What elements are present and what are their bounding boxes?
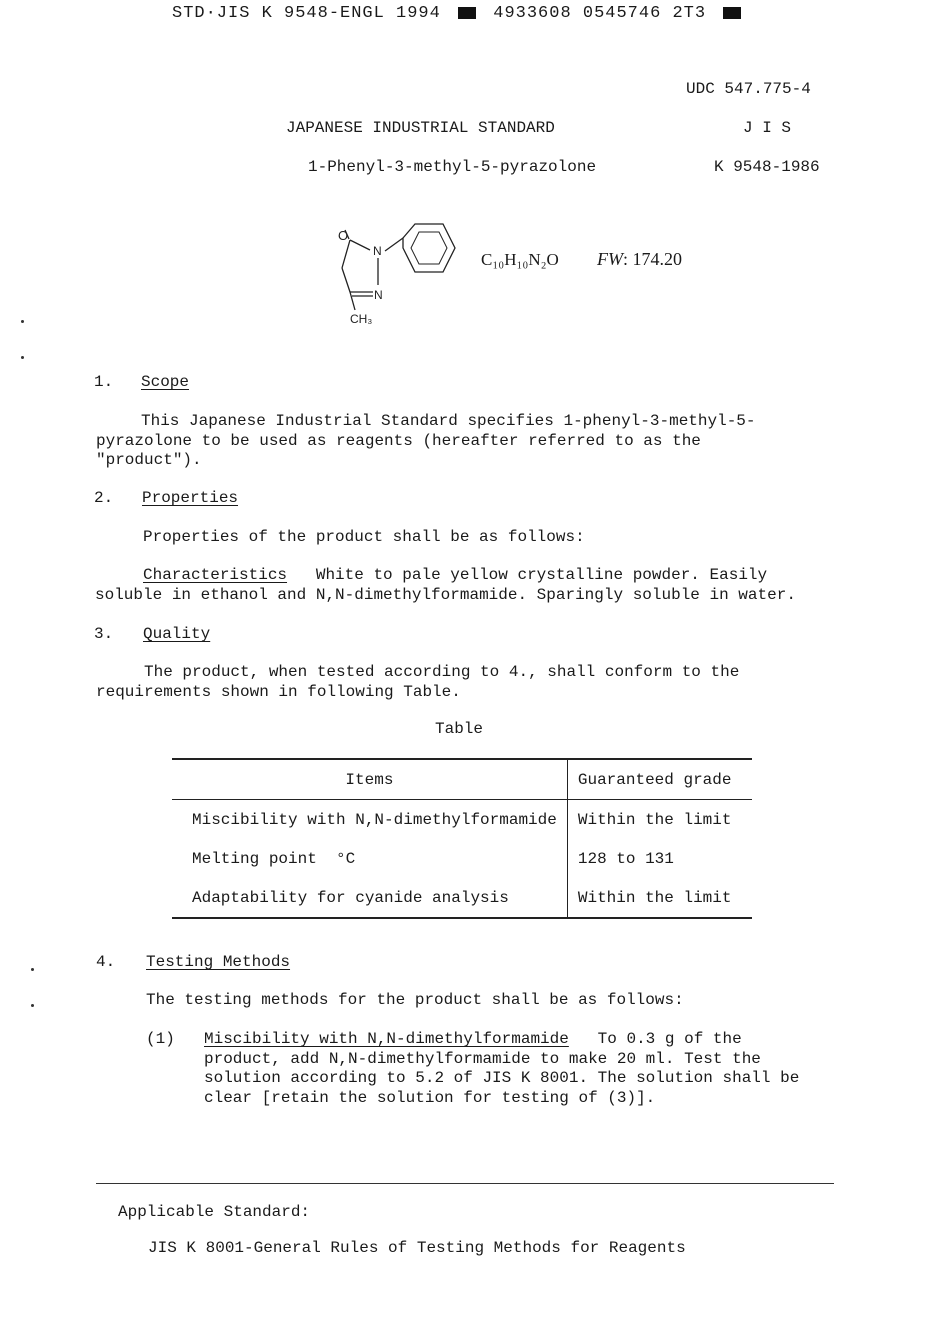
table-row (172, 878, 752, 918)
molecular-formula: C₁₀H₁₀N₂O (481, 250, 559, 269)
test-item-1-number: (1) (146, 1030, 175, 1048)
table-cell-grade: 128 to 131 (577, 849, 674, 868)
document-header-code (172, 4, 741, 23)
scan-speck (21, 320, 24, 323)
atom-o-label: O (338, 228, 349, 243)
table-row (172, 839, 752, 878)
jis-label: J I S (743, 119, 792, 137)
table-cell-grade: Within the limit (577, 810, 732, 829)
characteristics-paragraph (95, 566, 815, 605)
table-row (172, 800, 752, 840)
atom-n2-label: N (374, 288, 383, 302)
section-4-title: Testing Methods (146, 953, 291, 971)
footer-divider (96, 1183, 834, 1184)
characteristics-text: White to pale yellow crystalline powder. Easily soluble in ethanol and N,N-dimethylformamide. Sparingly soluble in water. (95, 566, 796, 604)
section-2-intro: Properties of the product shall be as follows: (143, 528, 585, 546)
table-caption: Table (435, 720, 484, 738)
atom-n1-label: N (373, 244, 382, 258)
redaction-block-icon (458, 7, 476, 19)
section-2-title: Properties (142, 489, 239, 507)
ch3-label: CH₃ (350, 312, 373, 326)
table-cell-item: Adaptability for cyanide analysis (172, 878, 567, 918)
quality-table (172, 758, 752, 919)
table-cell-item: Melting point °C (172, 839, 567, 878)
redaction-block-icon (723, 7, 741, 19)
section-1-body: This Japanese Industrial Standard specifies 1-phenyl-3-methyl-5-pyrazolone to be used as reagents (hereafter referred to as the "product"). (96, 412, 756, 469)
standard-heading: JAPANESE INDUSTRIAL STANDARD (286, 119, 555, 137)
table-cell-grade: Within the limit (577, 888, 732, 907)
section-2-number: 2. (94, 489, 114, 507)
fw-label: FW (597, 249, 623, 269)
scan-speck (21, 356, 24, 359)
section-1-title: Scope (141, 373, 190, 391)
test-item-1-label: Miscibility with N,N-dimethylformamide (204, 1030, 569, 1048)
applicable-standard-text: JIS K 8001-General Rules of Testing Methods for Reagents (148, 1239, 686, 1257)
characteristics-label: Characteristics (143, 566, 288, 584)
table-cell-item: Miscibility with N,N-dimethylformamide (172, 800, 567, 840)
section-1-number: 1. (94, 373, 114, 391)
table-header-row (172, 759, 752, 800)
standard-number: K 9548-1986 (714, 158, 820, 176)
scan-speck (31, 968, 34, 971)
scan-speck (31, 1004, 34, 1007)
section-3-number: 3. (94, 625, 114, 643)
section-3-body: The product, when tested according to 4., shall conform to the requirements shown in following Table. (96, 663, 740, 701)
section-3-title: Quality (143, 625, 211, 643)
chemical-structure-diagram (335, 220, 465, 330)
applicable-standard-label: Applicable Standard: (118, 1203, 311, 1221)
page-title: 1-Phenyl-3-methyl-5-pyrazolone (308, 158, 597, 176)
test-item-1-text: To 0.3 g of the product, add N,N-dimethylformamide to make 20 ml. Test the solution according to 5.2 of JIS K 8001. The solution shall be clear [retain the solution for testing of (3)]. (204, 1030, 800, 1107)
header-code-left: STD·JIS K 9548-ENGL 1994 (172, 4, 441, 23)
table-header-items: Items (172, 759, 567, 800)
udc-number: UDC 547.775-4 (686, 80, 811, 98)
section-4-intro: The testing methods for the product shall be as follows: (146, 991, 684, 1009)
formula-weight (597, 249, 682, 270)
header-code-right: 4933608 0545746 2T3 (493, 4, 707, 23)
table-header-grade: Guaranteed grade (577, 770, 732, 789)
test-item-1-body (204, 1030, 809, 1108)
section-4-number: 4. (96, 953, 116, 971)
fw-value: : 174.20 (623, 249, 683, 269)
